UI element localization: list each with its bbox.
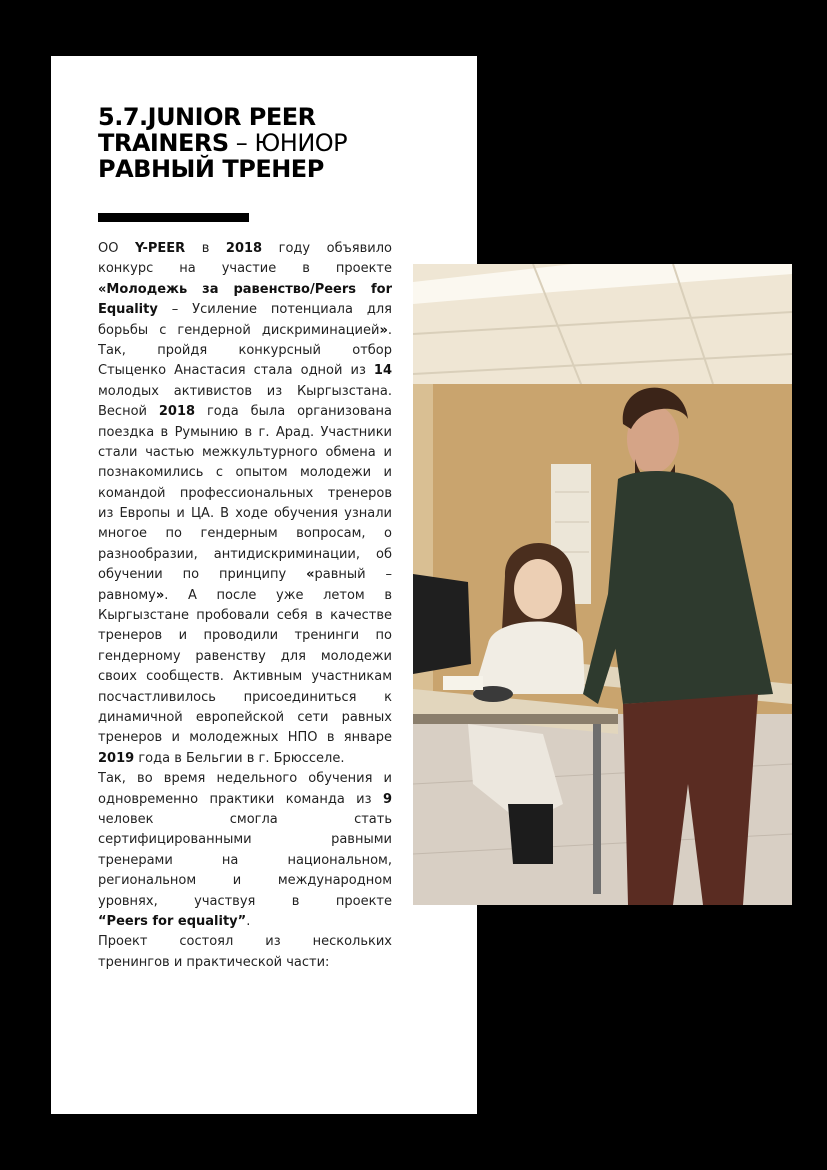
chair bbox=[413, 574, 471, 674]
title-line-2 bbox=[98, 130, 398, 156]
training-room-photo bbox=[413, 264, 792, 905]
text-line: Так, во время недельного обучения и bbox=[98, 771, 392, 787]
text-line: Весной 2018 года была организована bbox=[98, 404, 392, 420]
text-line: Стыценко Анастасия стала одной из 14 bbox=[98, 363, 392, 379]
text-line: тренеров и молодежных НПО в январе bbox=[98, 730, 392, 746]
text-line: командой профессиональных тренеров bbox=[98, 485, 392, 501]
text-line: Equality – Усиление потенциала для bbox=[98, 302, 392, 318]
text-line: равному». А после уже летом в bbox=[98, 587, 392, 603]
text-line: обучении по принципу «равный – bbox=[98, 567, 392, 583]
text-line: «Молодежь за равенство/Peers for bbox=[98, 281, 392, 297]
text-line: многое по гендерным вопросам, о bbox=[98, 526, 392, 542]
text-line: из Европы и ЦА. В ходе обучения узнали bbox=[98, 506, 392, 522]
text-line: человек смогла стать bbox=[98, 811, 392, 827]
text-line: одновременно практики команда из 9 bbox=[98, 791, 392, 807]
text-line: Проект состоял из нескольких bbox=[98, 934, 392, 950]
photo-illustration bbox=[413, 264, 792, 905]
text-line: ОО Y-PEER в 2018 году объявило bbox=[98, 241, 392, 256]
woman-boots bbox=[508, 804, 553, 864]
title-trainers: TRAINERS bbox=[98, 129, 229, 157]
page-title bbox=[98, 104, 398, 182]
text-line: динамичной европейской сети равных bbox=[98, 709, 392, 725]
text-line: сертифицированными равными bbox=[98, 832, 392, 848]
title-line-1: 5.7.JUNIOR PEER bbox=[98, 103, 316, 131]
text-line: тренеров и проводили тренинги по bbox=[98, 628, 392, 644]
text-line: тренерами на национальном, bbox=[98, 852, 392, 868]
text-line: 2019 года в Бельгии в г. Брюсселе. bbox=[98, 750, 345, 766]
text-line: молодых активистов из Кыргызстана. bbox=[98, 383, 392, 399]
text-line: поездка в Румынию в г. Арад. Участники bbox=[98, 424, 392, 440]
text-line: тренингов и практической части: bbox=[98, 954, 330, 970]
text-line: региональном и международном bbox=[98, 873, 392, 889]
text-line: посчастливилось присоединиться к bbox=[98, 689, 392, 705]
text-line: уровнях, участвуя в проекте bbox=[98, 893, 392, 909]
text-line: “Peers for equality”. bbox=[98, 913, 251, 929]
text-line: Кыргызстане пробовали себя в качестве bbox=[98, 608, 392, 624]
text-line: разнообразии, антидискриминации, об bbox=[98, 546, 392, 562]
title-junior: – ЮНИОР bbox=[228, 129, 348, 157]
text-line: стали частью межкультурного обмена и bbox=[98, 444, 392, 460]
title-underline-bar bbox=[98, 213, 249, 222]
text-line: конкурс на участие в проекте bbox=[98, 261, 392, 277]
text-line: борьбы с гендерной дискриминацией». bbox=[98, 322, 392, 338]
text-line: Так, пройдя конкурсный отбор bbox=[98, 342, 392, 358]
title-line-3: РАВНЫЙ ТРЕНЕР bbox=[98, 155, 324, 183]
text-line: познакомились с опытом молодежи и bbox=[98, 465, 392, 481]
article-body bbox=[98, 239, 392, 973]
text-line: гендерному равенству для молодежи bbox=[98, 648, 392, 664]
text-line: своих сообществ. Активным участникам bbox=[98, 669, 392, 685]
